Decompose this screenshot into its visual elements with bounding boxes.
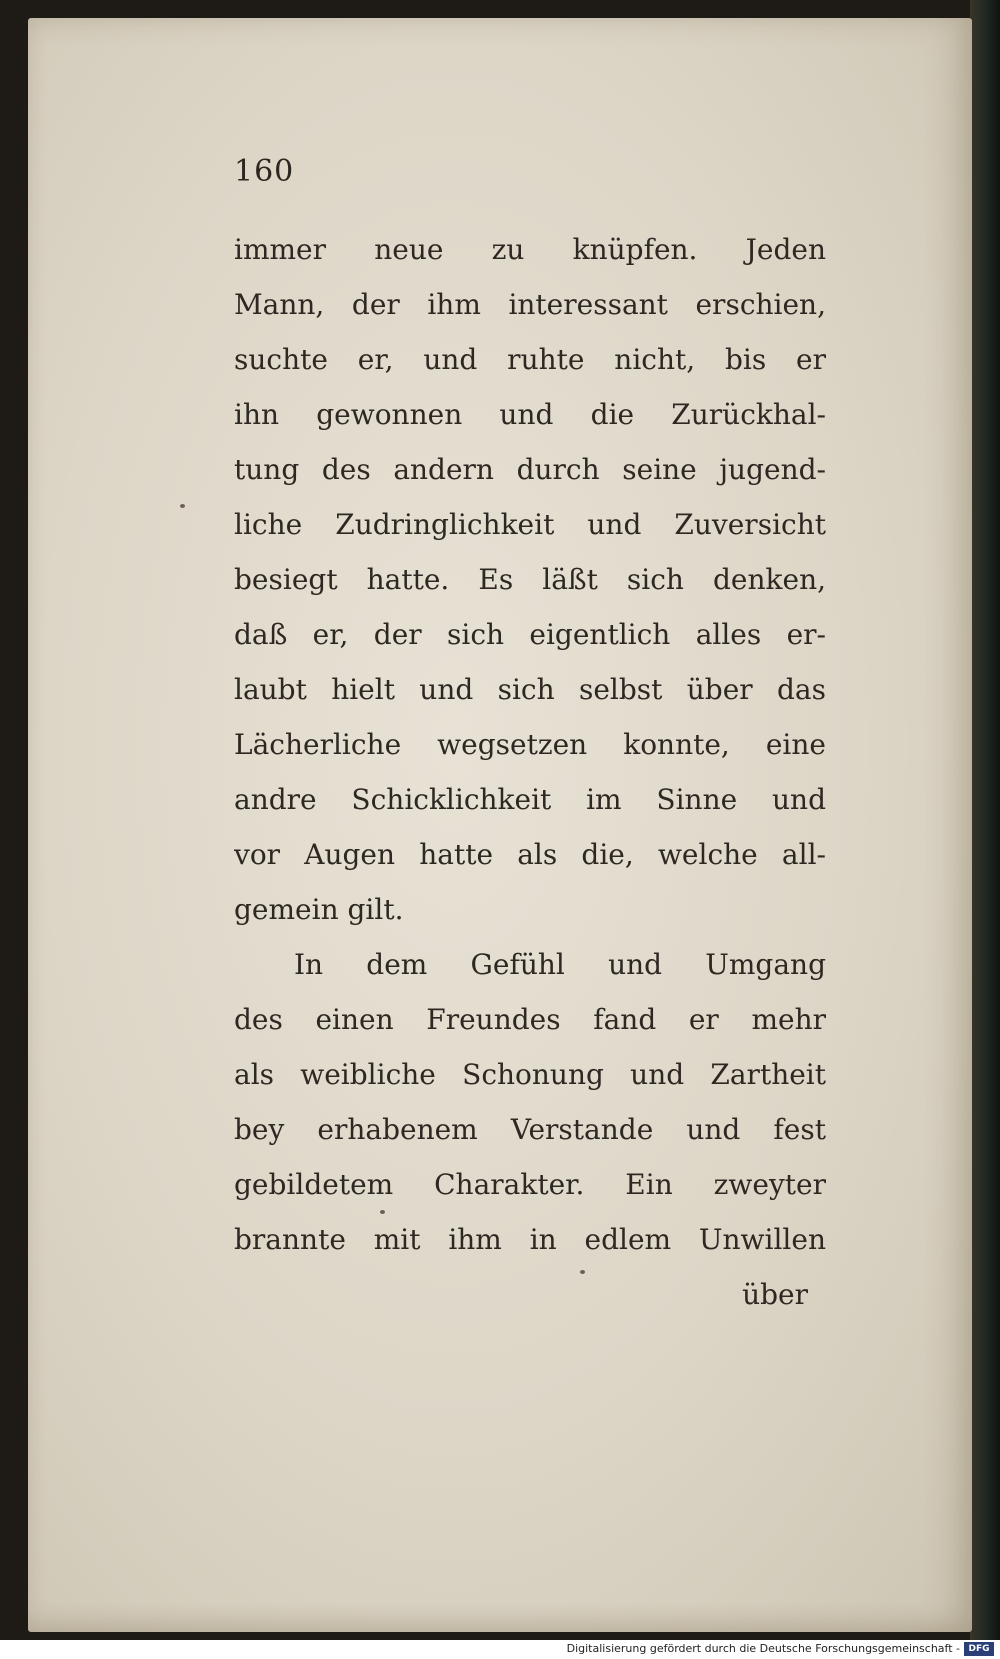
text-line: brannte mit ihm in edlem Unwillen xyxy=(234,1223,826,1256)
text-line: als weibliche Schonung und Zartheit xyxy=(234,1058,826,1091)
text-line: vor Augen hatte als die, welche all- xyxy=(234,838,826,871)
dfg-logo-icon: DFG xyxy=(964,1642,994,1656)
text-line: suchte er, und ruhte nicht, bis er xyxy=(234,343,826,376)
text-line: liche Zudringlichkeit und Zuversicht xyxy=(234,508,826,541)
text-line: immer neue zu knüpfen. Jeden xyxy=(234,233,826,266)
text-line: andre Schicklichkeit im Sinne und xyxy=(234,783,826,816)
text-line-paragraph-start: In dem Gefühl und Umgang xyxy=(294,948,826,981)
footer-credit-text: Digitalisierung gefördert durch die Deutsche Forschungsgemeinschaft - xyxy=(566,1642,960,1655)
text-line: bey erhabenem Verstande und fest xyxy=(234,1113,826,1146)
paper-speck xyxy=(180,504,185,508)
body-text xyxy=(234,222,826,1322)
book-binding-edge xyxy=(970,0,1000,1640)
catchword: über xyxy=(742,1278,808,1311)
text-line: gebildetem Charakter. Ein zweyter xyxy=(234,1168,826,1201)
digitization-footer xyxy=(0,1640,1000,1659)
text-line: gemein gilt. xyxy=(234,893,404,926)
text-line: des einen Freundes fand er mehr xyxy=(234,1003,826,1036)
text-line: tung des andern durch seine jugend- xyxy=(234,453,826,486)
text-line: Mann, der ihm interessant erschien, xyxy=(234,288,826,321)
text-line: Lächerliche wegsetzen konnte, eine xyxy=(234,728,826,761)
text-line: ihn gewonnen und die Zurückhal- xyxy=(234,398,826,431)
text-line: daß er, der sich eigentlich alles er- xyxy=(234,618,826,651)
text-line: besiegt hatte. Es läßt sich denken, xyxy=(234,563,826,596)
text-line: laubt hielt und sich selbst über das xyxy=(234,673,826,706)
page-number: 160 xyxy=(234,154,295,189)
